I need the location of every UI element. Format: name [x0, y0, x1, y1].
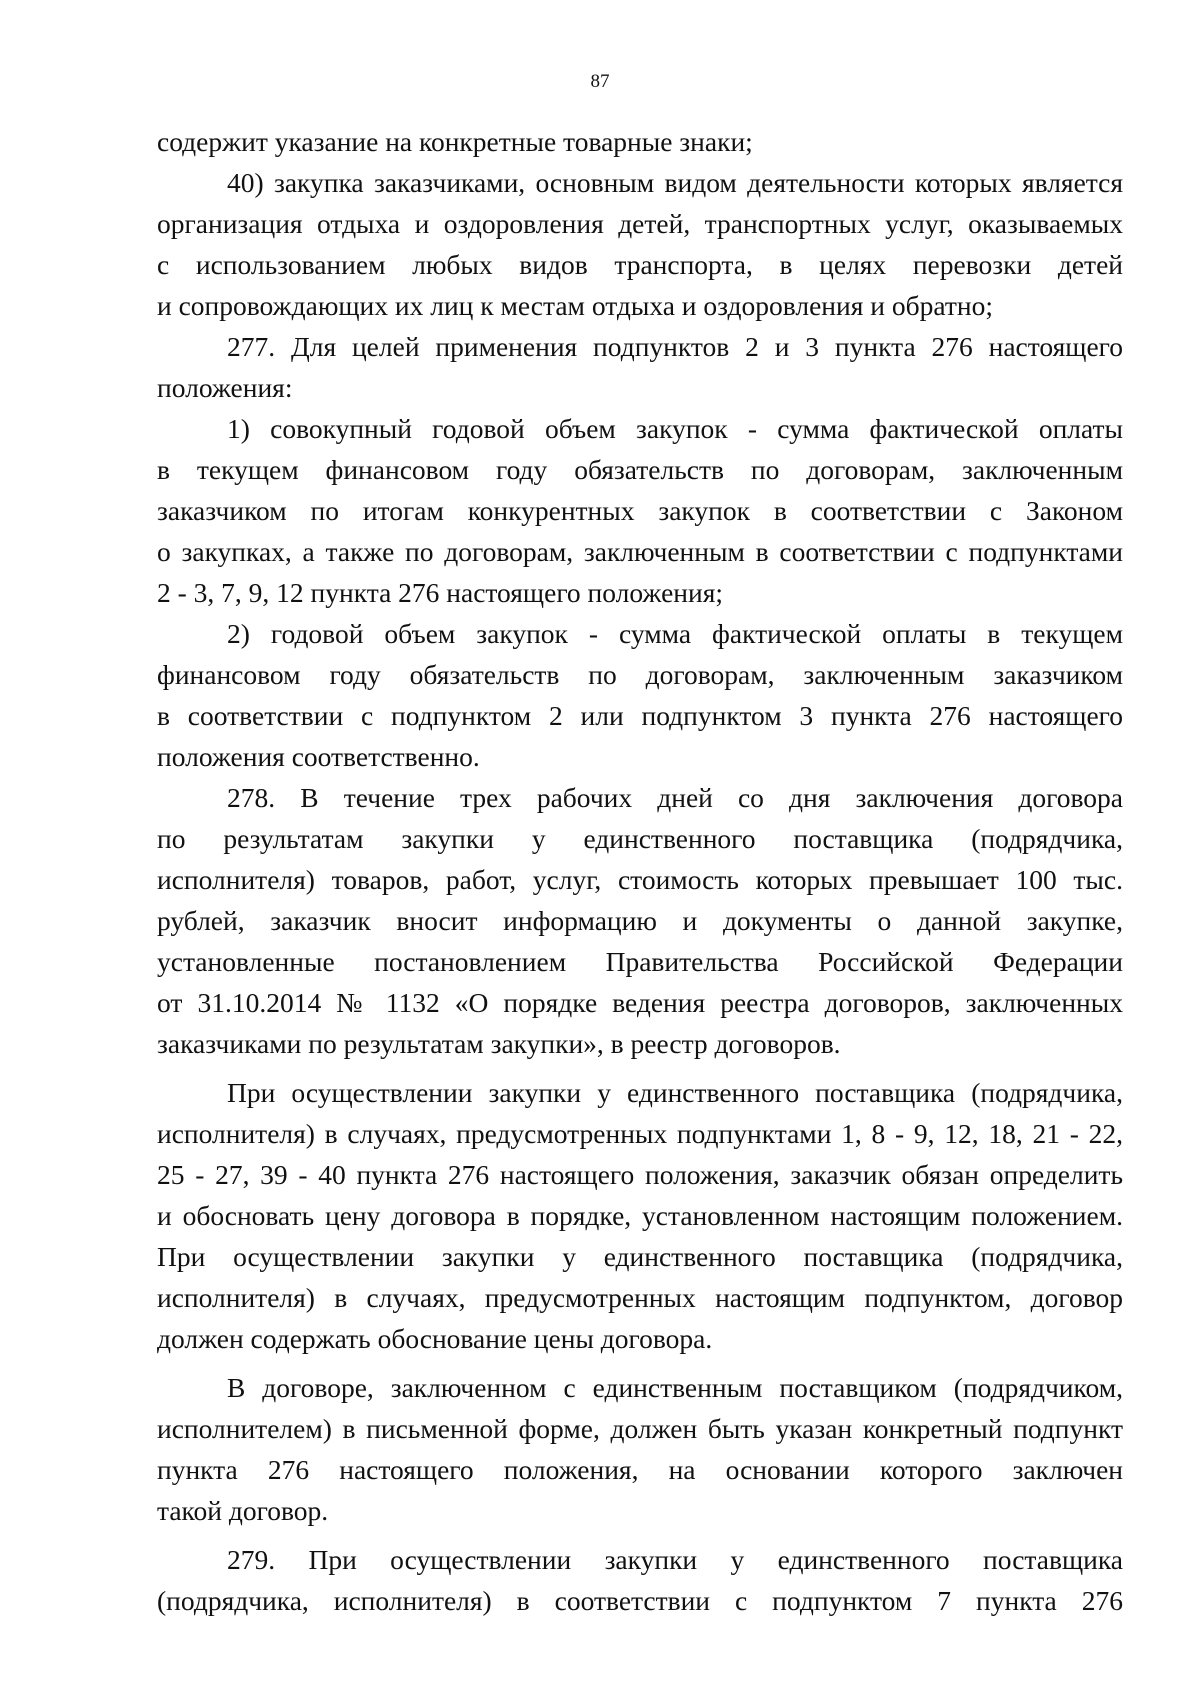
text-line: заказчиком по итогам конкурентных закупок в соответствии с Законом — [157, 495, 1123, 526]
text-line: с использованием любых видов транспорта, в целях перевозки детей — [157, 249, 1123, 280]
text-line: и обосновать цену договора в порядке, установленном настоящим положением. — [157, 1200, 1123, 1231]
text-line: установленные постановлением Правительства Российской Федерации — [157, 946, 1123, 977]
page-number: 87 — [590, 71, 610, 92]
text-line: В договоре, заключенном с единственным поставщиком (подрядчиком, — [227, 1372, 1123, 1403]
text-line: 279. При осуществлении закупки у единственного поставщика — [227, 1544, 1123, 1575]
text-line: 25 - 27, 39 - 40 пункта 276 настоящего положения, заказчик обязан определить — [157, 1159, 1123, 1190]
text-line: положения: — [157, 372, 293, 403]
text-line: от 31.10.2014 № 1132 «О порядке ведения реестра договоров, заключенных — [157, 987, 1123, 1018]
text-line: такой договор. — [157, 1495, 329, 1526]
paragraph-gap — [157, 1064, 1123, 1072]
text-line: заказчиками по результатам закупки», в реестр договоров. — [157, 1028, 841, 1059]
text-line: (подрядчика, исполнителя) в соответствии с подпунктом 7 пункта 276 — [157, 1585, 1123, 1616]
text-line: При осуществлении закупки у единственного поставщика (подрядчика, — [227, 1077, 1123, 1108]
text-line: 2) годовой объем закупок - сумма фактической оплаты в текущем — [227, 618, 1123, 649]
text-line: организация отдыха и оздоровления детей, транспортных услуг, оказываемых — [157, 208, 1123, 239]
text-line: содержит указание на конкретные товарные знаки; — [157, 126, 753, 157]
document-body — [157, 121, 1123, 1621]
text-line: положения соответственно. — [157, 741, 480, 772]
text-line: в соответствии с подпунктом 2 или подпунктом 3 пункта 276 настоящего — [157, 700, 1123, 731]
text-line: рублей, заказчик вносит информацию и документы о данной закупке, — [157, 905, 1123, 936]
text-line: исполнителя) в случаях, предусмотренных подпунктами 1, 8 - 9, 12, 18, 21 - 22, — [157, 1118, 1123, 1149]
text-line: исполнителя) товаров, работ, услуг, стоимость которых превышает 100 тыс. — [157, 864, 1123, 895]
text-line: 1) совокупный годовой объем закупок - сумма фактической оплаты — [227, 413, 1123, 444]
text-line: должен содержать обоснование цены договора. — [157, 1323, 713, 1354]
text-line: 40) закупка заказчиками, основным видом деятельности которых является — [227, 167, 1123, 198]
paragraph-gap — [157, 1359, 1123, 1367]
text-line: При осуществлении закупки у единственного поставщика (подрядчика, — [157, 1241, 1123, 1272]
text-line: 2 - 3, 7, 9, 12 пункта 276 настоящего положения; — [157, 577, 723, 608]
text-line: пункта 276 настоящего положения, на основании которого заключен — [157, 1454, 1123, 1485]
text-line: и сопровождающих их лиц к местам отдыха и оздоровления и обратно; — [157, 290, 993, 321]
text-line: 278. В течение трех рабочих дней со дня заключения договора — [227, 782, 1123, 813]
text-line: исполнителя) в случаях, предусмотренных настоящим подпунктом, договор — [157, 1282, 1123, 1313]
text-line: финансовом году обязательств по договорам, заключенным заказчиком — [157, 659, 1123, 690]
text-line: в текущем финансовом году обязательств по договорам, заключенным — [157, 454, 1123, 485]
text-line: исполнителем) в письменной форме, должен быть указан конкретный подпункт — [157, 1413, 1123, 1444]
text-line: о закупках, а также по договорам, заключенным в соответствии с подпунктами — [157, 536, 1123, 567]
text-line: по результатам закупки у единственного поставщика (подрядчика, — [157, 823, 1123, 854]
paragraph-gap — [157, 1531, 1123, 1539]
text-line: 277. Для целей применения подпунктов 2 и 3 пункта 276 настоящего — [227, 331, 1123, 362]
